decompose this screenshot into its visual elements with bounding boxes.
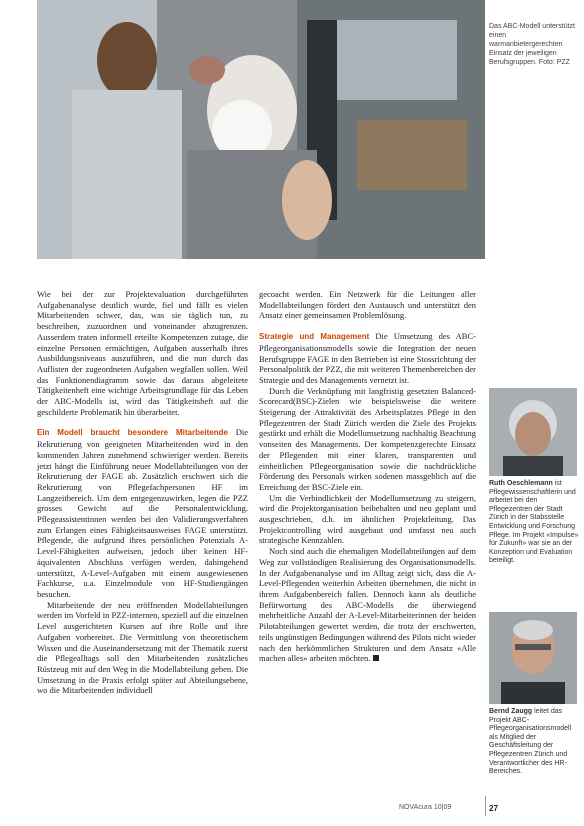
paragraph: Durch die Verknüpfung mit langfristig gesetzten Balanced-Scorecard(BSC)-Zielen wie beispielsweise die weitere Steigerung der Attraktivität des Arbeitsplatzes Pflege in den Pflegezentren der Stadt Zürich werden die Ziele des Projekts gestärkt und erhält die Modellumsetzung nachhaltig Beachtung vonseiten des Managements. Der kompetenzgerechte Einsatz der Pflegenden mit einer klaren, transparenten und einheitlichen Pflegeorganisation sowie die nachdrückliche Förderung des Personals wirken sodenen massgeblich auf die Erreichung der BSC-Ziele ein. [259,385,476,492]
author-portrait-2 [489,612,577,704]
paragraph: Um die Verbindlichkeit der Modellumsetzung zu steigern, wird die Projektorganisation beibehalten und neu geplant und ausgeschrieben, d.h. im ähnlichen Projektleitung. Das Projektcontrolling wird ausgebaut und umfasst neu auch strategische Kennzahlen. [259,492,476,546]
paragraph: Wie bei der zur Projektevaluation durchgeführten Aufgabenanalyse deutlich wurde, fiel und fällt es vielen Mitarbeitenden schwer, das, was sie täglich tun, zu beschreiben, zuzuordnen und voneinander abzugrenzen. Ausserdem traten informell erteilte Kompetenzen zutage, die einzelne Personen ermächtigen, Aufgaben ausserhalb ihres Ausbildungsniveaus auszuführen, und die nun durch das Auflisten der zugeordneten Aufgaben wegfallen sollen. Weil das Funktionendiagramm sowie das daraus abgeleitete Tätigkeitenheft eine wichtige Arbeitsgrundlage für das Leben der ABC-Modells ist, wird das Tätigkeitsheft auf die geschilderte Problematik hin überarbeitet. [37,289,248,417]
paragraph-text: Noch sind auch die ehemaligen Modellabteilungen auf dem Weg zur vollständigen Realisierung des Organisationsmodells. In der Aufgabenanalyse und im Alltag zeigt sich, dass die A-Level-Pflegenden weiterhin Arbeiten übernehmen, die nicht in ihrem Aufgabenbereich fallen. Dennoch kann als deutliche Befürwortung des ABC-Modells die überwiegend mehrheitliche Anzahl der A-Level-Mitarbeiterinnen der beiden Pilotabteilungen gewertet werden, die trotz der erschwerten, teils ungünstigen Bedingungen während des Pilots nicht wieder nach den herkömmlichen Strukturen und dem Ansatz «Alle machen alles» arbeiten möchten. [259,546,476,664]
author-bio: leitet das Projekt ABC-Pflegeorganisationsmodell als Mitglied der Geschäftsleitung der Pflegezentren Zürich und Verantwortlicher des HR-Bereiches. [489,708,572,776]
paragraph [259,546,476,664]
main-photo [37,0,485,259]
article-column-2 [259,289,476,664]
photo-caption: Das ABC-Modell unterstützt einen warmanbietergerechten Einsatz der jeweiligen Berufsgruppen. Foto: PZZ [489,23,575,66]
paragraph: gecoacht werden. Ein Netzwerk für die Leitungen aller Modellabteilungen fördert den Austausch und unterstützt den Ansatz einer gemeinsamen Problemlösung. [259,289,476,321]
paragraph-text: Die Rekrutierung von geeigneten Mitarbeitenden wird in den kommenden Jahren zunehmend schwieriger werden. Bereits jetzt hängt die Einführung neuer Modellabteilungen von der Rekrutierung der FAGE ab. Zusätzlich erschwert sich die Rekrutierung von Pflegefachpersonen HF im Langzeitbereich. Um dem entgegenzuwirken, legen die PZZ grosses Gewicht auf die Personalentwicklung. Pflegeassistentinnen werden bei den Validierungsverfahren zum Erlangen eines Fähigkeitsausweises FAGE unterstützt. Pflegende, die aufgrund ihres persönlichen Potenzials A-Level-Fähigkeiten aufweisen, jedoch über keinen HF-äquivalenten Abschluss verfügen werden, dahingehend unterstützt, A-Level-Aufgaben mit einem ausgewiesenen Fachkurse, u.a. Einzelmodule von HF-Studiengängen besuchen. [37,427,248,599]
subheading: Strategie und Management [259,332,370,342]
paragraph: Mitarbeitende der neu eröffnenden Modellabteilungen werden im Vorfeld in PZZ-internen, speziell auf die einzelnen Level ausgerichteten Kursen auf ihre Rolle und ihre Aufgaben vorbereitet. Die Vermittlung von theoretischem Wissen und die Auseinandersetzung mit der Thematik zuerst die Pflegealltags soll den Mitarbeitenden zusätzliches Rüstzeug mit auf den Weg in die Modellabteilung geben. Die Umsetzung in die Praxis erfolgt später auf Abteilungsebene, wo die Mitarbeitenden individuell [37,599,248,696]
author-caption-2 [489,708,579,777]
author-bio: ist Pflegewissenschaftlerin und arbeitet bei den Pflegezentren der Stadt Zürich in der Stabsstelle Entwicklung und Forschung Pflege. Im Projekt «Impulse» für Zukunft» war sie an der Konzeption und Evaluation beteiligt. [489,480,579,565]
portrait-illustration [489,388,577,476]
page-number: 27 [489,804,498,813]
author-caption-1 [489,480,579,566]
author-portrait-1 [489,388,577,476]
subheading: Ein Modell braucht besondere Mitarbeitende [37,428,228,438]
author-name: Ruth Oeschlemann [489,480,553,487]
author-name: Bernd Zaugg [489,708,533,715]
paragraph-with-subhead [259,331,476,386]
photo-illustration [37,0,485,259]
end-mark-icon [373,655,379,661]
portrait-illustration [489,612,577,704]
paragraph-text: Die Umsetzung des ABC-Pflegeorganisationsmodells sowie die Integration der neuen Berufsgruppe FAGE in den Betrieben ist eine Stossrichtung der Personalpolitik der PZZ, die mit weiteren Themenbereichen der Strategie und des Managements vernetzt ist. [259,331,476,385]
article-column-1 [37,289,248,696]
footer-divider [485,796,486,816]
paragraph-with-subhead [37,427,248,599]
publication-name: NOVAcura 10|09 [399,804,452,811]
